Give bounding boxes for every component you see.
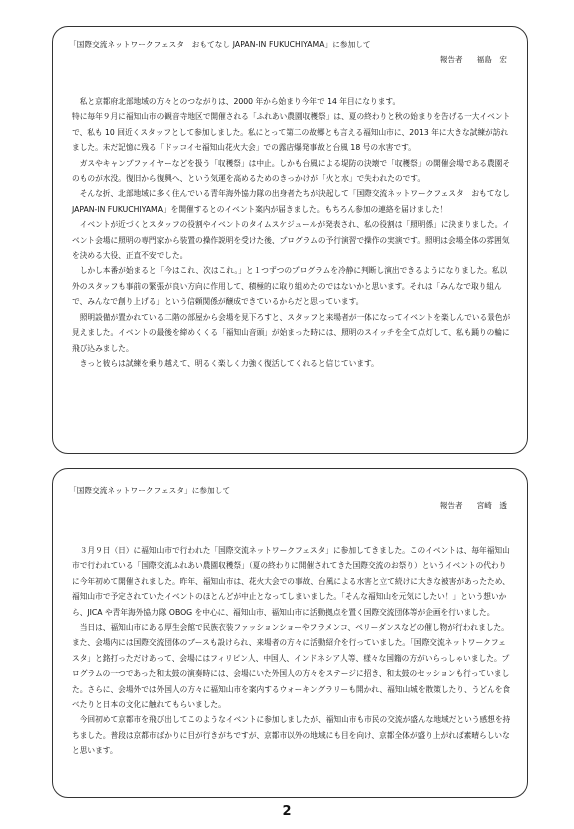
article-1-paragraph: そんな折、北部地域に多く住んでいる青年海外協力隊の出身者たちが決起して「国際交流ネットワークフェスタ おもてなし JAPAN-IN FUKUCHIYAMA」を開催するとのイベント案内が届きました。もちろん参加の連絡を届けました！ bbox=[72, 189, 510, 214]
article-1-paragraph: 私と京都府北部地域の方々とのつながりは、2000 年から始まり今年で 14 年目になります。 bbox=[79, 97, 401, 106]
article-1-reporter bbox=[440, 54, 507, 65]
page-number: 2 bbox=[282, 804, 292, 819]
article-2-reporter-name: 宮崎 透 bbox=[476, 501, 507, 510]
article-box-1 bbox=[52, 26, 528, 454]
article-1-paragraph: 照明設備が置かれている二階の部屋から会場を見下ろすと、スタッフと来場者が一体になってイベントを楽しんでいる景色が見えました。イベントの最後を締めくくる「福知山音頭」が始まった時には、照明のスイッチを全て点灯して、私も踊りの輪に飛び込みました。 bbox=[72, 312, 511, 353]
article-box-2 bbox=[52, 468, 528, 798]
article-2-reporter-role: 報告者 bbox=[439, 501, 463, 510]
article-2-paragraph: 当日は、福知山市にある厚生会館で民族衣装ファッションショーやフラメンコ、ベリーダンスなどの催し物が行われました。また、会場内には国際交流団体のブースも設けられ、来場者の方々に活動紹介を行っていました。「国際交流ネットワークフェスタ」と銘打っただけあって、会場にはフィリピン人、中国人、インドネシア人等、様々な国籍の方がいらっしゃいました。プログラムの一つであった和太鼓の演奏時には、会場にいた外国人の方々をステージに招き、和太鼓のセッションも行っていました。さらに、会場外では外国人の方々に福知山市を案内するウォーキングラリーも開かれ、福知山城を散策したり、うどんを食べたりと日本の文化に触れてもらいました。 bbox=[72, 623, 511, 710]
article-1-paragraph: ガスやキャンプファイヤーなどを扱う「収穫祭」は中止。しかも台風による堤防の決壊で「収穫祭」の開催会場である農園そのものが水没。復旧から復興へ、という気運を高めるためのきっかけが「火と水」で失われたのです。 bbox=[72, 158, 511, 184]
article-2-paragraph: ３月９日（日）に福知山市で行われた「国際交流ネットワークフェスタ」に参加してきました。このイベントは、毎年福知山市で行われている「国際交流ふれあい農園収穫祭」（夏の終わりに開催されてきた国際交流のお祭り）というイベントの代わりに今年初めて開催されました。昨年、福知山市は、花火大会での事故、台風による水害と立て続けに大きな被害があったため、福知山市で予定されていたイベントのほとんどが中止となってしまいました。「そんな福知山を元気にしたい！」という想いから、JICA や青年海外協力隊 OBOG を中心に、福知山市、福知山市に活動拠点を置く国際交流団体等が企画を行いました。 bbox=[72, 546, 510, 617]
article-1-reporter-role: 報告者 bbox=[439, 55, 463, 64]
article-1-paragraph: きっと彼らは試練を乗り越えて、明るく楽しく力強く復活してくれると信じています。 bbox=[79, 358, 379, 368]
article-1-paragraph: しかし本番が始まると「今はこれ、次はこれ。」と１つずつのプログラムを冷静に判断し演出できるようになりました。私以外のスタッフも事前の緊張が良い方向に作用して、積極的に取り組めたのではないかと思います。それは「みんなで取り組んで、みんなで創り上げる」という信頼関係が醸成できているからだと思っています。 bbox=[72, 266, 508, 307]
article-1-paragraph: 特に毎年９月に福知山市の観音寺地区で開催される「ふれあい農園収穫祭」は、夏の終わりと秋の始まりを告げる一大イベントで、私も 10 回近くスタッフとして参加しました。私にとって第二の故郷とも言える福知山市に、2013 年に大きな試練が訪れました。未だ記憶に残る「ドッコイセ福知山花火大会」での露店爆発事故と台風 18 号の水害です。 bbox=[72, 112, 511, 153]
article-1-body bbox=[72, 94, 511, 371]
article-2-reporter bbox=[440, 500, 507, 511]
article-2-body bbox=[72, 543, 511, 759]
article-2-title: 「国際交流ネットワークフェスタ」に参加して bbox=[69, 486, 231, 495]
article-1-paragraph: イベントが近づくとスタッフの役割やイベントのタイムスケジュールが発表され、私の役割は「照明係」に決まりました。イベント会場に照明の専門家から装置の操作説明を受けた後、プログラムの予行演習で操作の実演です。照明は会場全体の雰囲気を決める大役、正直不安でした。 bbox=[72, 220, 511, 261]
article-1-reporter-name: 福島 宏 bbox=[476, 55, 507, 64]
article-2-paragraph: 今回初めて京都市を飛び出してこのようなイベントに参加しましたが、福知山市も市民の交流が盛んな地域だという感想を持ちました。普段は京都市ばかりに目が行きがちですが、京都市以外の地域にも目を向け、京都全体が盛り上がれば素晴らしいなと思います。 bbox=[72, 715, 511, 756]
article-1-title: 「国際交流ネットワークフェスタ おもてなし JAPAN-IN FUKUCHIYAMA」に参加して bbox=[69, 40, 371, 49]
